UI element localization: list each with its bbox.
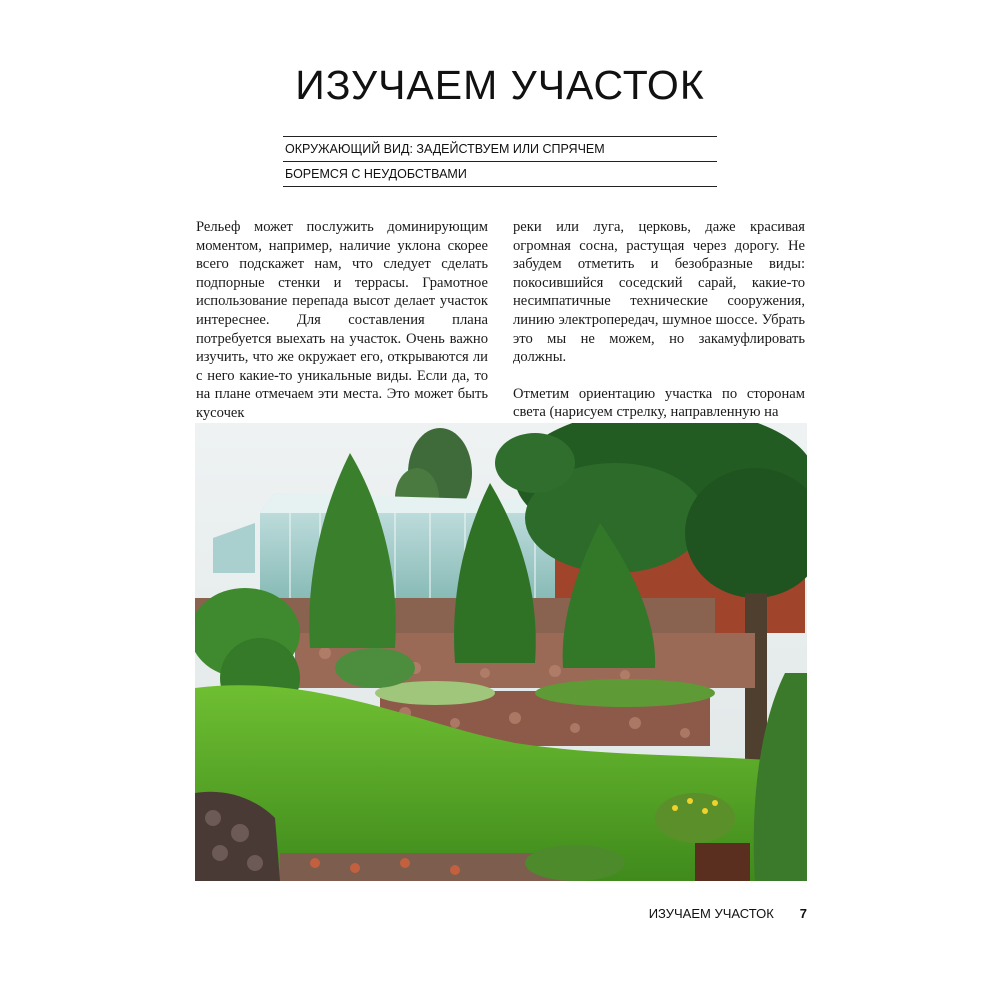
topic-item: БОРЕМСЯ С НЕУДОБСТВАМИ <box>283 161 717 187</box>
text-column-right <box>513 218 805 422</box>
body-paragraph: Рельеф может послужить доминирующим моментом, например, наличие уклона скорее всего подскажет нам, что следует сделать подпорные стенки и террасы. Грамотное использование перепада высот делает участок интереснее. Для составления плана потребуется выехать на участок. Очень важно изучить, что же окружает его, открываются ли с него какие-то уникальные виды. Если да, то на плане отмечаем эти места. Это может быть кусочек <box>196 219 488 421</box>
topic-list <box>283 136 717 187</box>
garden-photo <box>195 423 807 881</box>
garden-photo-image <box>195 423 807 881</box>
page-title: ИЗУЧАЕМ УЧАСТОК <box>295 62 705 108</box>
page-number: 7 <box>799 906 807 921</box>
text-column-left <box>196 218 488 423</box>
topic-item: ОКРУЖАЮЩИЙ ВИД: ЗАДЕЙСТВУЕМ ИЛИ СПРЯЧЕМ <box>283 136 717 161</box>
page-footer <box>649 906 807 921</box>
running-title: ИЗУЧАЕМ УЧАСТОК <box>648 906 774 921</box>
body-paragraph: реки или луга, церковь, даже красивая огромная сосна, растущая через дорогу. Не забудем отметить и безобразные виды: покосившийся соседский сарай, какие-то несимпатичные технические сооружения, линию электропередач, шумное шоссе. Убрать это мы не можем, но закамуфлировать должны. <box>513 219 805 366</box>
body-paragraph: Отметим ориентацию участка по сторонам света (нарисуем стрелку, направленную на <box>513 385 805 421</box>
